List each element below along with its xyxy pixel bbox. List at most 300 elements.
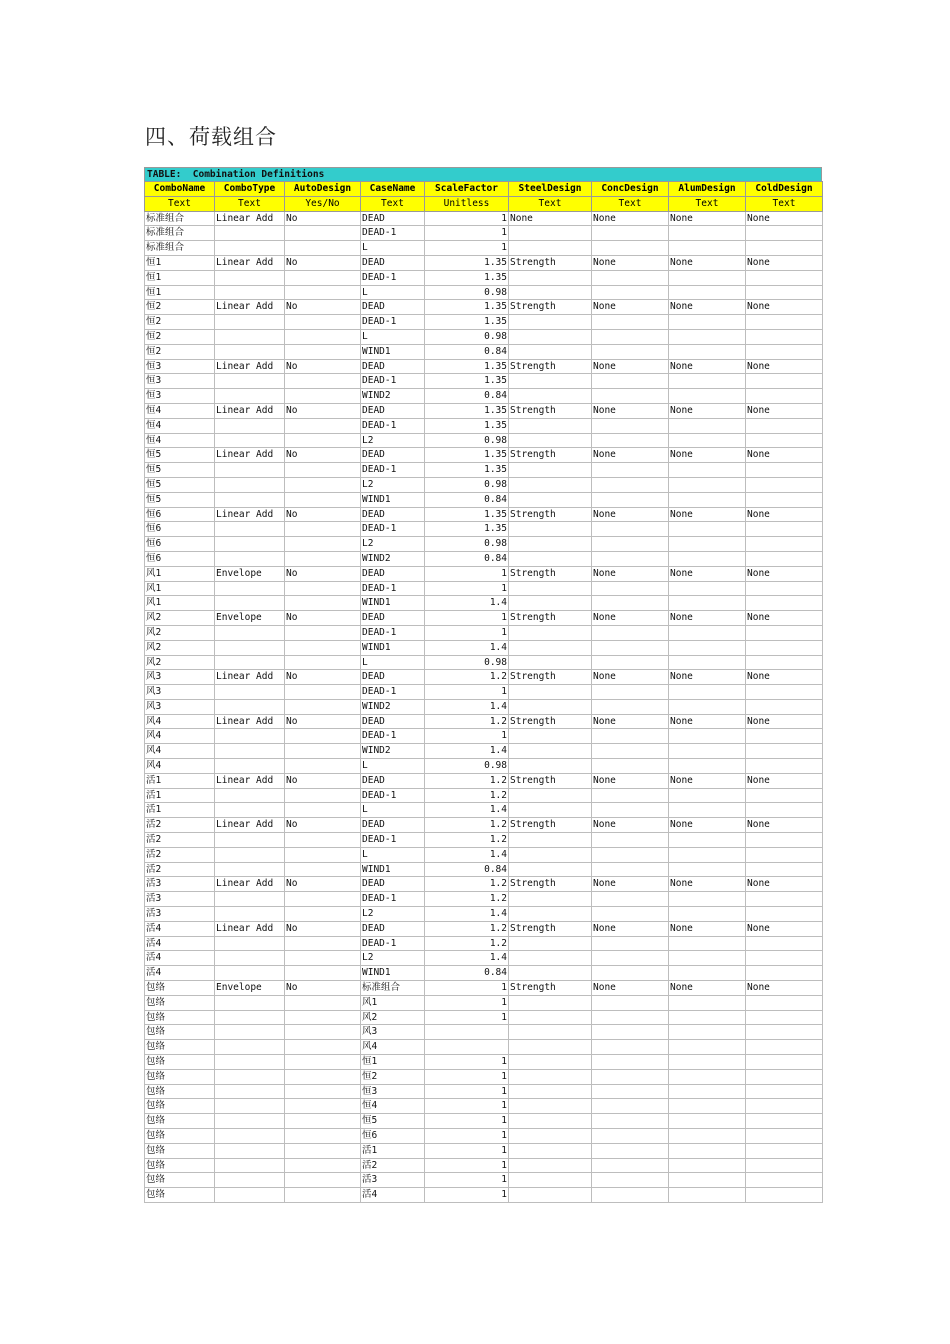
cell-alumdesign xyxy=(669,803,746,818)
cell-comboname: 恒3 xyxy=(145,389,215,404)
cell-casename: 活4 xyxy=(361,1188,425,1203)
cell-comboname: 恒6 xyxy=(145,507,215,522)
cell-scalefactor xyxy=(425,1025,509,1040)
cell-scalefactor: 0.84 xyxy=(425,862,509,877)
cell-autodesign: No xyxy=(285,255,361,270)
cell-steeldesign xyxy=(509,344,592,359)
cell-casename: DEAD xyxy=(361,448,425,463)
cell-casename: DEAD-1 xyxy=(361,418,425,433)
cell-alumdesign: None xyxy=(669,255,746,270)
table-row xyxy=(145,596,823,611)
header-steeldesign: SteelDesign xyxy=(509,182,592,197)
cell-comboname: 恒5 xyxy=(145,448,215,463)
cell-autodesign xyxy=(285,699,361,714)
cell-combotype xyxy=(215,1158,285,1173)
cell-colddesign xyxy=(746,492,823,507)
cell-steeldesign xyxy=(509,226,592,241)
cell-colddesign xyxy=(746,1055,823,1070)
cell-autodesign xyxy=(285,537,361,552)
cell-concdesign xyxy=(592,1143,669,1158)
cell-comboname: 恒5 xyxy=(145,477,215,492)
cell-concdesign xyxy=(592,788,669,803)
cell-concdesign xyxy=(592,581,669,596)
cell-concdesign xyxy=(592,699,669,714)
cell-concdesign xyxy=(592,655,669,670)
table-row xyxy=(145,966,823,981)
cell-scalefactor: 1.2 xyxy=(425,818,509,833)
cell-combotype xyxy=(215,463,285,478)
cell-scalefactor: 1 xyxy=(425,611,509,626)
cell-steeldesign xyxy=(509,1084,592,1099)
cell-scalefactor: 1.4 xyxy=(425,596,509,611)
cell-comboname: 风2 xyxy=(145,611,215,626)
cell-steeldesign: Strength xyxy=(509,670,592,685)
cell-colddesign xyxy=(746,759,823,774)
cell-colddesign: None xyxy=(746,981,823,996)
cell-comboname: 恒2 xyxy=(145,344,215,359)
cell-colddesign xyxy=(746,1025,823,1040)
cell-casename: L xyxy=(361,803,425,818)
cell-concdesign xyxy=(592,418,669,433)
cell-alumdesign: None xyxy=(669,359,746,374)
cell-colddesign xyxy=(746,315,823,330)
cell-colddesign xyxy=(746,936,823,951)
cell-casename: DEAD xyxy=(361,877,425,892)
cell-alumdesign xyxy=(669,537,746,552)
cell-combotype xyxy=(215,803,285,818)
cell-scalefactor: 1 xyxy=(425,1099,509,1114)
cell-steeldesign xyxy=(509,655,592,670)
cell-combotype xyxy=(215,729,285,744)
cell-comboname: 活4 xyxy=(145,966,215,981)
cell-autodesign xyxy=(285,389,361,404)
cell-steeldesign: Strength xyxy=(509,300,592,315)
cell-casename: 恒3 xyxy=(361,1084,425,1099)
cell-steeldesign xyxy=(509,315,592,330)
cell-colddesign xyxy=(746,729,823,744)
cell-autodesign xyxy=(285,1188,361,1203)
cell-comboname: 风2 xyxy=(145,640,215,655)
cell-comboname: 活2 xyxy=(145,847,215,862)
cell-alumdesign xyxy=(669,1069,746,1084)
cell-alumdesign: None xyxy=(669,300,746,315)
cell-combotype xyxy=(215,759,285,774)
cell-concdesign xyxy=(592,1114,669,1129)
cell-comboname: 包络 xyxy=(145,1040,215,1055)
cell-concdesign xyxy=(592,1084,669,1099)
combination-definitions-table xyxy=(144,181,823,1203)
cell-autodesign xyxy=(285,315,361,330)
cell-autodesign: No xyxy=(285,611,361,626)
cell-steeldesign xyxy=(509,759,592,774)
table-row xyxy=(145,729,823,744)
cell-comboname: 风4 xyxy=(145,729,215,744)
cell-casename: L xyxy=(361,329,425,344)
cell-concdesign: None xyxy=(592,714,669,729)
table-row xyxy=(145,329,823,344)
cell-scalefactor: 1 xyxy=(425,995,509,1010)
table-row xyxy=(145,300,823,315)
cell-autodesign xyxy=(285,433,361,448)
cell-combotype: Linear Add xyxy=(215,211,285,226)
section-heading: 四、荷载组合 xyxy=(145,125,277,149)
cell-casename: DEAD xyxy=(361,921,425,936)
cell-alumdesign xyxy=(669,788,746,803)
cell-colddesign: None xyxy=(746,877,823,892)
cell-comboname: 活2 xyxy=(145,862,215,877)
cell-colddesign xyxy=(746,1114,823,1129)
table-row xyxy=(145,951,823,966)
cell-casename: 恒5 xyxy=(361,1114,425,1129)
cell-comboname: 风1 xyxy=(145,581,215,596)
table-row xyxy=(145,744,823,759)
cell-autodesign: No xyxy=(285,211,361,226)
cell-scalefactor: 0.98 xyxy=(425,537,509,552)
cell-autodesign xyxy=(285,729,361,744)
cell-combotype xyxy=(215,1040,285,1055)
cell-steeldesign xyxy=(509,537,592,552)
cell-autodesign xyxy=(285,1099,361,1114)
table-row xyxy=(145,803,823,818)
cell-autodesign xyxy=(285,833,361,848)
cell-comboname: 风4 xyxy=(145,759,215,774)
header-autodesign: AutoDesign xyxy=(285,182,361,197)
cell-casename: DEAD-1 xyxy=(361,270,425,285)
cell-steeldesign: Strength xyxy=(509,359,592,374)
cell-casename: L xyxy=(361,847,425,862)
cell-autodesign xyxy=(285,1069,361,1084)
cell-combotype xyxy=(215,788,285,803)
cell-concdesign xyxy=(592,1040,669,1055)
cell-concdesign xyxy=(592,537,669,552)
cell-combotype xyxy=(215,1055,285,1070)
cell-alumdesign xyxy=(669,270,746,285)
cell-alumdesign xyxy=(669,951,746,966)
cell-alumdesign: None xyxy=(669,670,746,685)
cell-concdesign: None xyxy=(592,670,669,685)
cell-colddesign xyxy=(746,862,823,877)
unit-comboname: Text xyxy=(145,196,215,211)
cell-alumdesign xyxy=(669,1025,746,1040)
cell-colddesign xyxy=(746,463,823,478)
cell-concdesign: None xyxy=(592,403,669,418)
cell-scalefactor: 0.98 xyxy=(425,759,509,774)
cell-colddesign xyxy=(746,551,823,566)
cell-concdesign: None xyxy=(592,981,669,996)
table-row xyxy=(145,566,823,581)
cell-casename: DEAD-1 xyxy=(361,833,425,848)
unit-scalefactor: Unitless xyxy=(425,196,509,211)
cell-colddesign: None xyxy=(746,211,823,226)
cell-scalefactor: 0.98 xyxy=(425,433,509,448)
cell-alumdesign xyxy=(669,329,746,344)
table-row xyxy=(145,995,823,1010)
cell-colddesign xyxy=(746,625,823,640)
cell-autodesign xyxy=(285,270,361,285)
cell-alumdesign xyxy=(669,936,746,951)
cell-concdesign: None xyxy=(592,255,669,270)
cell-autodesign xyxy=(285,803,361,818)
cell-casename: DEAD-1 xyxy=(361,936,425,951)
table-row xyxy=(145,936,823,951)
cell-autodesign xyxy=(285,759,361,774)
cell-comboname: 恒2 xyxy=(145,329,215,344)
unit-combotype: Text xyxy=(215,196,285,211)
table-title: TABLE: Combination Definitions xyxy=(144,167,822,181)
table-row xyxy=(145,907,823,922)
cell-steeldesign: Strength xyxy=(509,818,592,833)
cell-autodesign xyxy=(285,1084,361,1099)
cell-alumdesign xyxy=(669,1188,746,1203)
cell-autodesign xyxy=(285,1025,361,1040)
cell-comboname: 活4 xyxy=(145,921,215,936)
cell-comboname: 风4 xyxy=(145,744,215,759)
cell-steeldesign xyxy=(509,1143,592,1158)
cell-colddesign xyxy=(746,477,823,492)
cell-casename: DEAD xyxy=(361,403,425,418)
cell-casename: 活3 xyxy=(361,1173,425,1188)
table-row xyxy=(145,1069,823,1084)
cell-steeldesign xyxy=(509,951,592,966)
cell-alumdesign: None xyxy=(669,714,746,729)
cell-scalefactor: 1.4 xyxy=(425,803,509,818)
cell-alumdesign xyxy=(669,596,746,611)
cell-autodesign xyxy=(285,847,361,862)
cell-alumdesign xyxy=(669,581,746,596)
cell-concdesign xyxy=(592,433,669,448)
cell-autodesign xyxy=(285,936,361,951)
table-row xyxy=(145,670,823,685)
table-row xyxy=(145,374,823,389)
table-row xyxy=(145,1188,823,1203)
header-comboname: ComboName xyxy=(145,182,215,197)
cell-alumdesign xyxy=(669,374,746,389)
cell-steeldesign xyxy=(509,833,592,848)
cell-steeldesign xyxy=(509,847,592,862)
cell-colddesign xyxy=(746,1158,823,1173)
cell-combotype: Envelope xyxy=(215,981,285,996)
cell-scalefactor: 1.35 xyxy=(425,374,509,389)
cell-combotype xyxy=(215,1129,285,1144)
cell-colddesign xyxy=(746,655,823,670)
table-row xyxy=(145,1143,823,1158)
cell-alumdesign xyxy=(669,995,746,1010)
cell-scalefactor: 0.84 xyxy=(425,344,509,359)
table-row xyxy=(145,921,823,936)
cell-autodesign xyxy=(285,1055,361,1070)
cell-casename: WIND1 xyxy=(361,862,425,877)
cell-autodesign xyxy=(285,1173,361,1188)
cell-steeldesign xyxy=(509,1055,592,1070)
table-row xyxy=(145,1173,823,1188)
cell-casename: 风1 xyxy=(361,995,425,1010)
cell-colddesign xyxy=(746,640,823,655)
table-row xyxy=(145,226,823,241)
cell-autodesign xyxy=(285,951,361,966)
cell-scalefactor: 1.35 xyxy=(425,463,509,478)
cell-alumdesign xyxy=(669,862,746,877)
table-row xyxy=(145,1010,823,1025)
cell-steeldesign: Strength xyxy=(509,981,592,996)
table-row xyxy=(145,285,823,300)
cell-alumdesign: None xyxy=(669,403,746,418)
cell-casename: DEAD xyxy=(361,300,425,315)
cell-combotype xyxy=(215,1114,285,1129)
table-row xyxy=(145,640,823,655)
cell-concdesign xyxy=(592,1069,669,1084)
cell-concdesign xyxy=(592,329,669,344)
cell-concdesign xyxy=(592,226,669,241)
cell-concdesign xyxy=(592,862,669,877)
cell-autodesign xyxy=(285,1114,361,1129)
cell-comboname: 恒4 xyxy=(145,433,215,448)
cell-concdesign xyxy=(592,1129,669,1144)
cell-autodesign xyxy=(285,907,361,922)
cell-combotype xyxy=(215,270,285,285)
cell-colddesign xyxy=(746,374,823,389)
cell-combotype xyxy=(215,1099,285,1114)
cell-comboname: 恒6 xyxy=(145,522,215,537)
cell-concdesign xyxy=(592,907,669,922)
cell-scalefactor: 1 xyxy=(425,1114,509,1129)
cell-alumdesign: None xyxy=(669,921,746,936)
cell-steeldesign xyxy=(509,551,592,566)
cell-concdesign: None xyxy=(592,300,669,315)
cell-steeldesign xyxy=(509,1099,592,1114)
cell-concdesign xyxy=(592,463,669,478)
cell-casename: L2 xyxy=(361,907,425,922)
cell-steeldesign xyxy=(509,463,592,478)
cell-autodesign xyxy=(285,655,361,670)
cell-concdesign xyxy=(592,1099,669,1114)
cell-casename: WIND2 xyxy=(361,744,425,759)
cell-concdesign xyxy=(592,892,669,907)
table-row xyxy=(145,522,823,537)
cell-casename: DEAD xyxy=(361,359,425,374)
cell-comboname: 风1 xyxy=(145,596,215,611)
cell-scalefactor: 1.35 xyxy=(425,522,509,537)
cell-steeldesign: Strength xyxy=(509,507,592,522)
cell-concdesign xyxy=(592,374,669,389)
cell-alumdesign xyxy=(669,1099,746,1114)
cell-combotype xyxy=(215,389,285,404)
cell-concdesign xyxy=(592,241,669,256)
table-row xyxy=(145,685,823,700)
cell-concdesign xyxy=(592,966,669,981)
cell-comboname: 包络 xyxy=(145,1084,215,1099)
cell-combotype xyxy=(215,951,285,966)
cell-scalefactor: 1 xyxy=(425,226,509,241)
cell-concdesign: None xyxy=(592,566,669,581)
cell-alumdesign xyxy=(669,685,746,700)
cell-combotype xyxy=(215,477,285,492)
cell-steeldesign xyxy=(509,492,592,507)
cell-combotype xyxy=(215,241,285,256)
cell-casename: 恒4 xyxy=(361,1099,425,1114)
table-row xyxy=(145,818,823,833)
cell-scalefactor: 1 xyxy=(425,241,509,256)
cell-steeldesign xyxy=(509,596,592,611)
cell-combotype xyxy=(215,744,285,759)
cell-combotype xyxy=(215,315,285,330)
cell-comboname: 恒4 xyxy=(145,418,215,433)
cell-autodesign: No xyxy=(285,566,361,581)
cell-colddesign xyxy=(746,241,823,256)
cell-scalefactor: 1 xyxy=(425,1158,509,1173)
cell-combotype xyxy=(215,285,285,300)
cell-alumdesign: None xyxy=(669,818,746,833)
cell-autodesign xyxy=(285,995,361,1010)
cell-casename: DEAD xyxy=(361,255,425,270)
cell-scalefactor: 1 xyxy=(425,685,509,700)
cell-concdesign xyxy=(592,1025,669,1040)
cell-casename: L xyxy=(361,285,425,300)
cell-colddesign: None xyxy=(746,921,823,936)
cell-casename: DEAD xyxy=(361,611,425,626)
cell-combotype: Linear Add xyxy=(215,670,285,685)
cell-concdesign: None xyxy=(592,359,669,374)
cell-comboname: 包络 xyxy=(145,995,215,1010)
cell-steeldesign xyxy=(509,803,592,818)
cell-combotype xyxy=(215,655,285,670)
cell-alumdesign: None xyxy=(669,877,746,892)
cell-steeldesign: None xyxy=(509,211,592,226)
cell-combotype xyxy=(215,226,285,241)
cell-concdesign xyxy=(592,1158,669,1173)
cell-colddesign xyxy=(746,788,823,803)
cell-autodesign xyxy=(285,596,361,611)
cell-concdesign xyxy=(592,995,669,1010)
cell-casename: L2 xyxy=(361,951,425,966)
cell-concdesign xyxy=(592,1010,669,1025)
cell-scalefactor: 1 xyxy=(425,625,509,640)
cell-comboname: 活1 xyxy=(145,788,215,803)
cell-combotype xyxy=(215,1069,285,1084)
cell-casename: DEAD xyxy=(361,507,425,522)
cell-colddesign xyxy=(746,1010,823,1025)
cell-combotype: Linear Add xyxy=(215,255,285,270)
table-row xyxy=(145,1158,823,1173)
table-row xyxy=(145,241,823,256)
cell-casename: L xyxy=(361,241,425,256)
cell-scalefactor: 0.98 xyxy=(425,655,509,670)
cell-steeldesign xyxy=(509,1069,592,1084)
cell-scalefactor: 1.35 xyxy=(425,418,509,433)
cell-autodesign xyxy=(285,241,361,256)
cell-concdesign xyxy=(592,596,669,611)
table-row xyxy=(145,477,823,492)
cell-colddesign xyxy=(746,270,823,285)
units-row xyxy=(145,196,823,211)
cell-combotype xyxy=(215,892,285,907)
cell-colddesign xyxy=(746,344,823,359)
cell-comboname: 恒2 xyxy=(145,315,215,330)
cell-combotype xyxy=(215,1084,285,1099)
cell-alumdesign xyxy=(669,625,746,640)
cell-comboname: 活3 xyxy=(145,877,215,892)
cell-colddesign: None xyxy=(746,255,823,270)
cell-casename: L xyxy=(361,655,425,670)
cell-combotype xyxy=(215,418,285,433)
table-row xyxy=(145,315,823,330)
cell-steeldesign xyxy=(509,1114,592,1129)
cell-scalefactor: 0.98 xyxy=(425,329,509,344)
table-row xyxy=(145,581,823,596)
cell-scalefactor: 1.4 xyxy=(425,744,509,759)
table-row xyxy=(145,359,823,374)
cell-casename: DEAD xyxy=(361,566,425,581)
cell-comboname: 风2 xyxy=(145,655,215,670)
